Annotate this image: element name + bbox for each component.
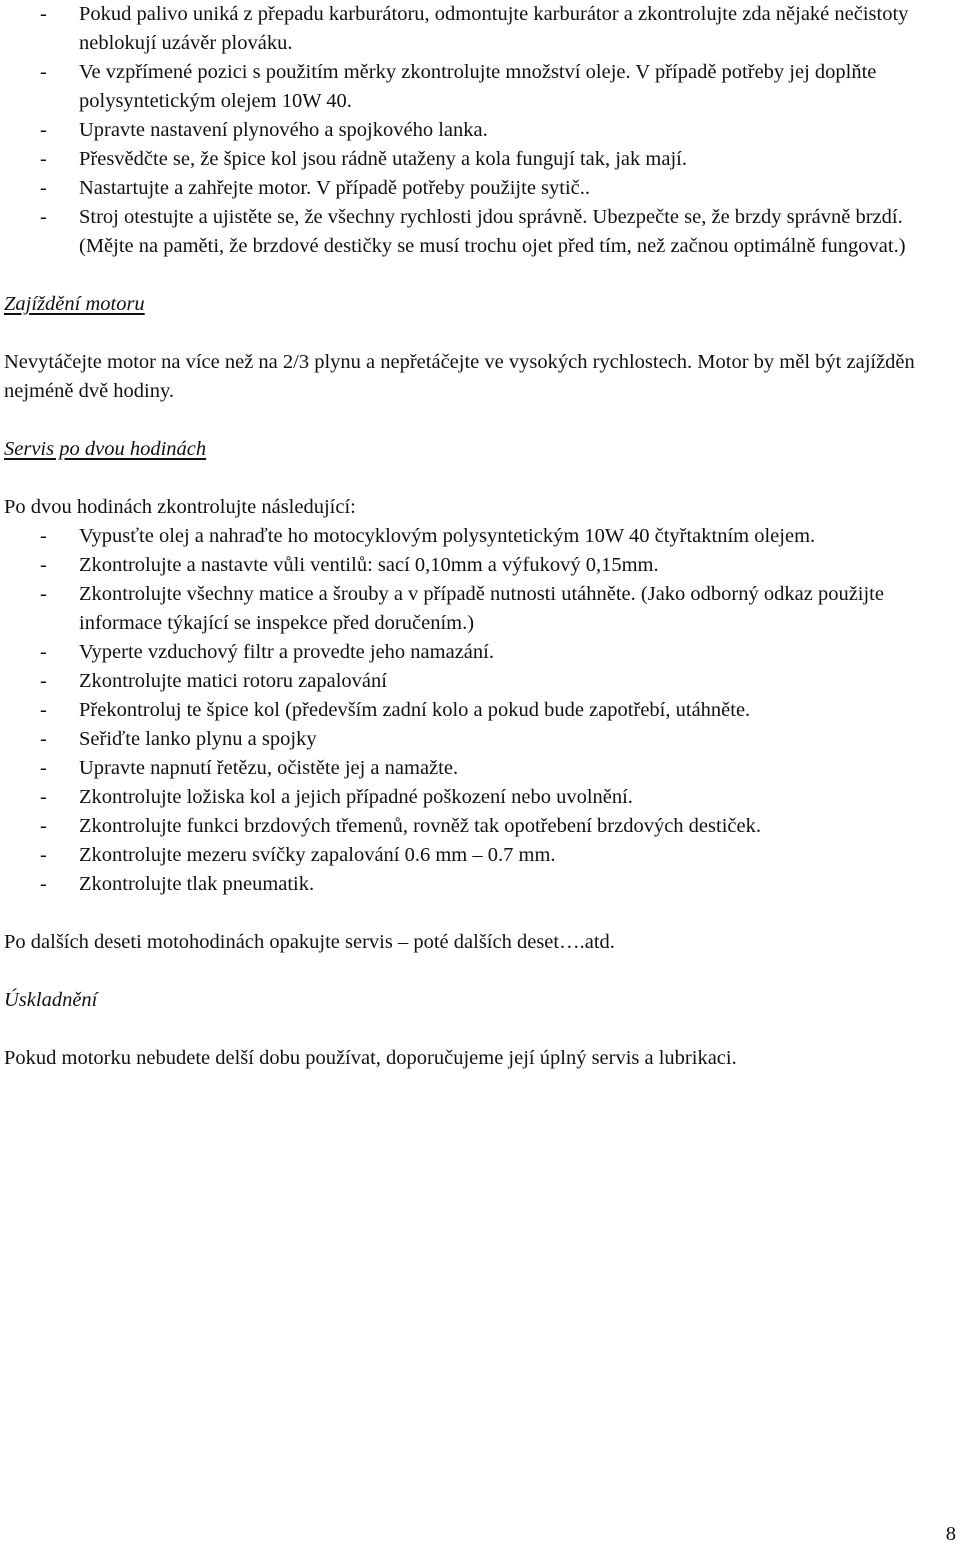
- service-intro: Po dvou hodinách zkontrolujte následující:: [4, 496, 356, 518]
- list-item: - Zkontrolujte všechny matice a šrouby a v případě nutnosti utáhněte. (Jako odborný odkaz použijte informace týkající se inspekce před doručením.): [4, 580, 956, 638]
- list-item: - Ve vzpřímené pozici s použitím měrky zkontrolujte množství oleje. V případě potřeby jej doplňte polysyntetickým olejem 10W 40.: [4, 58, 956, 116]
- list-item: - Stroj otestujte a ujistěte se, že všechny rychlosti jdou správně. Ubezpečte se, že brzdy správně brzdí. (Mějte na paměti, že brzdové destičky se musí trochu ojet před tím, než začnou optimálně fungovat.): [4, 203, 956, 261]
- list-item: - Vyperte vzduchový filtr a provedte jeho namazání.: [4, 638, 956, 667]
- list-item: - Seřiďte lanko plynu a spojky: [4, 725, 956, 754]
- list-item: - Upravte napnutí řetězu, očistěte jej a namažte.: [4, 754, 956, 783]
- storage-paragraph: Pokud motorku nebudete delší dobu používat, doporučujeme její úplný servis a lubrikaci.: [4, 1047, 737, 1069]
- list-item: - Překontroluj te špice kol (především zadní kolo a pokud bude zapotřebí, utáhněte.: [4, 696, 956, 725]
- list-item: - Vypusťte olej a nahraďte ho motocyklovým polysyntetickým 10W 40 čtyřtaktním olejem.: [4, 522, 956, 551]
- document-page: [4, 0, 956, 1073]
- section-heading-breakin: Zajíždění motoru: [4, 293, 145, 315]
- list-item: - Upravte nastavení plynového a spojkového lanka.: [4, 116, 956, 145]
- section-heading-service: Servis po dvou hodinách: [4, 438, 207, 460]
- list-item: - Zkontrolujte mezeru svíčky zapalování 0.6 mm – 0.7 mm.: [4, 841, 956, 870]
- list-item: - Zkontrolujte funkci brzdových třemenů, rovněž tak opotřebení brzdových destiček.: [4, 812, 956, 841]
- list-item: - Zkontrolujte a nastavte vůli ventilů: sací 0,10mm a výfukový 0,15mm.: [4, 551, 956, 580]
- list-item: - Zkontrolujte ložiska kol a jejich případné poškození nebo uvolnění.: [4, 783, 956, 812]
- breakin-paragraph: Nevytáčejte motor na více než na 2/3 plynu a nepřetáčejte ve vysokých rychlostech. Motor by měl být zajížděn nejméně dvě hodiny.: [4, 351, 915, 402]
- list-item: - Pokud palivo uniká z přepadu karburátoru, odmontujte karburátor a zkontrolujte zda nějaké nečistoty neblokují uzávěr plováku.: [4, 0, 956, 58]
- list-item: - Zkontrolujte tlak pneumatik.: [4, 870, 956, 899]
- section-heading-storage: Úskladnění: [4, 989, 98, 1011]
- page-number: 8: [945, 1523, 956, 1545]
- list-item: - Zkontrolujte matici rotoru zapalování: [4, 667, 956, 696]
- checklist-prestart: [4, 0, 956, 261]
- list-item: - Přesvědčte se, že špice kol jsou rádně utaženy a kola fungují tak, jak mají.: [4, 145, 956, 174]
- checklist-service: [4, 522, 956, 899]
- list-item: - Nastartujte a zahřejte motor. V případě potřeby použijte sytič..: [4, 174, 956, 203]
- service-repeat-paragraph: Po dalších deseti motohodinách opakujte servis – poté dalších deset….atd.: [4, 931, 615, 953]
